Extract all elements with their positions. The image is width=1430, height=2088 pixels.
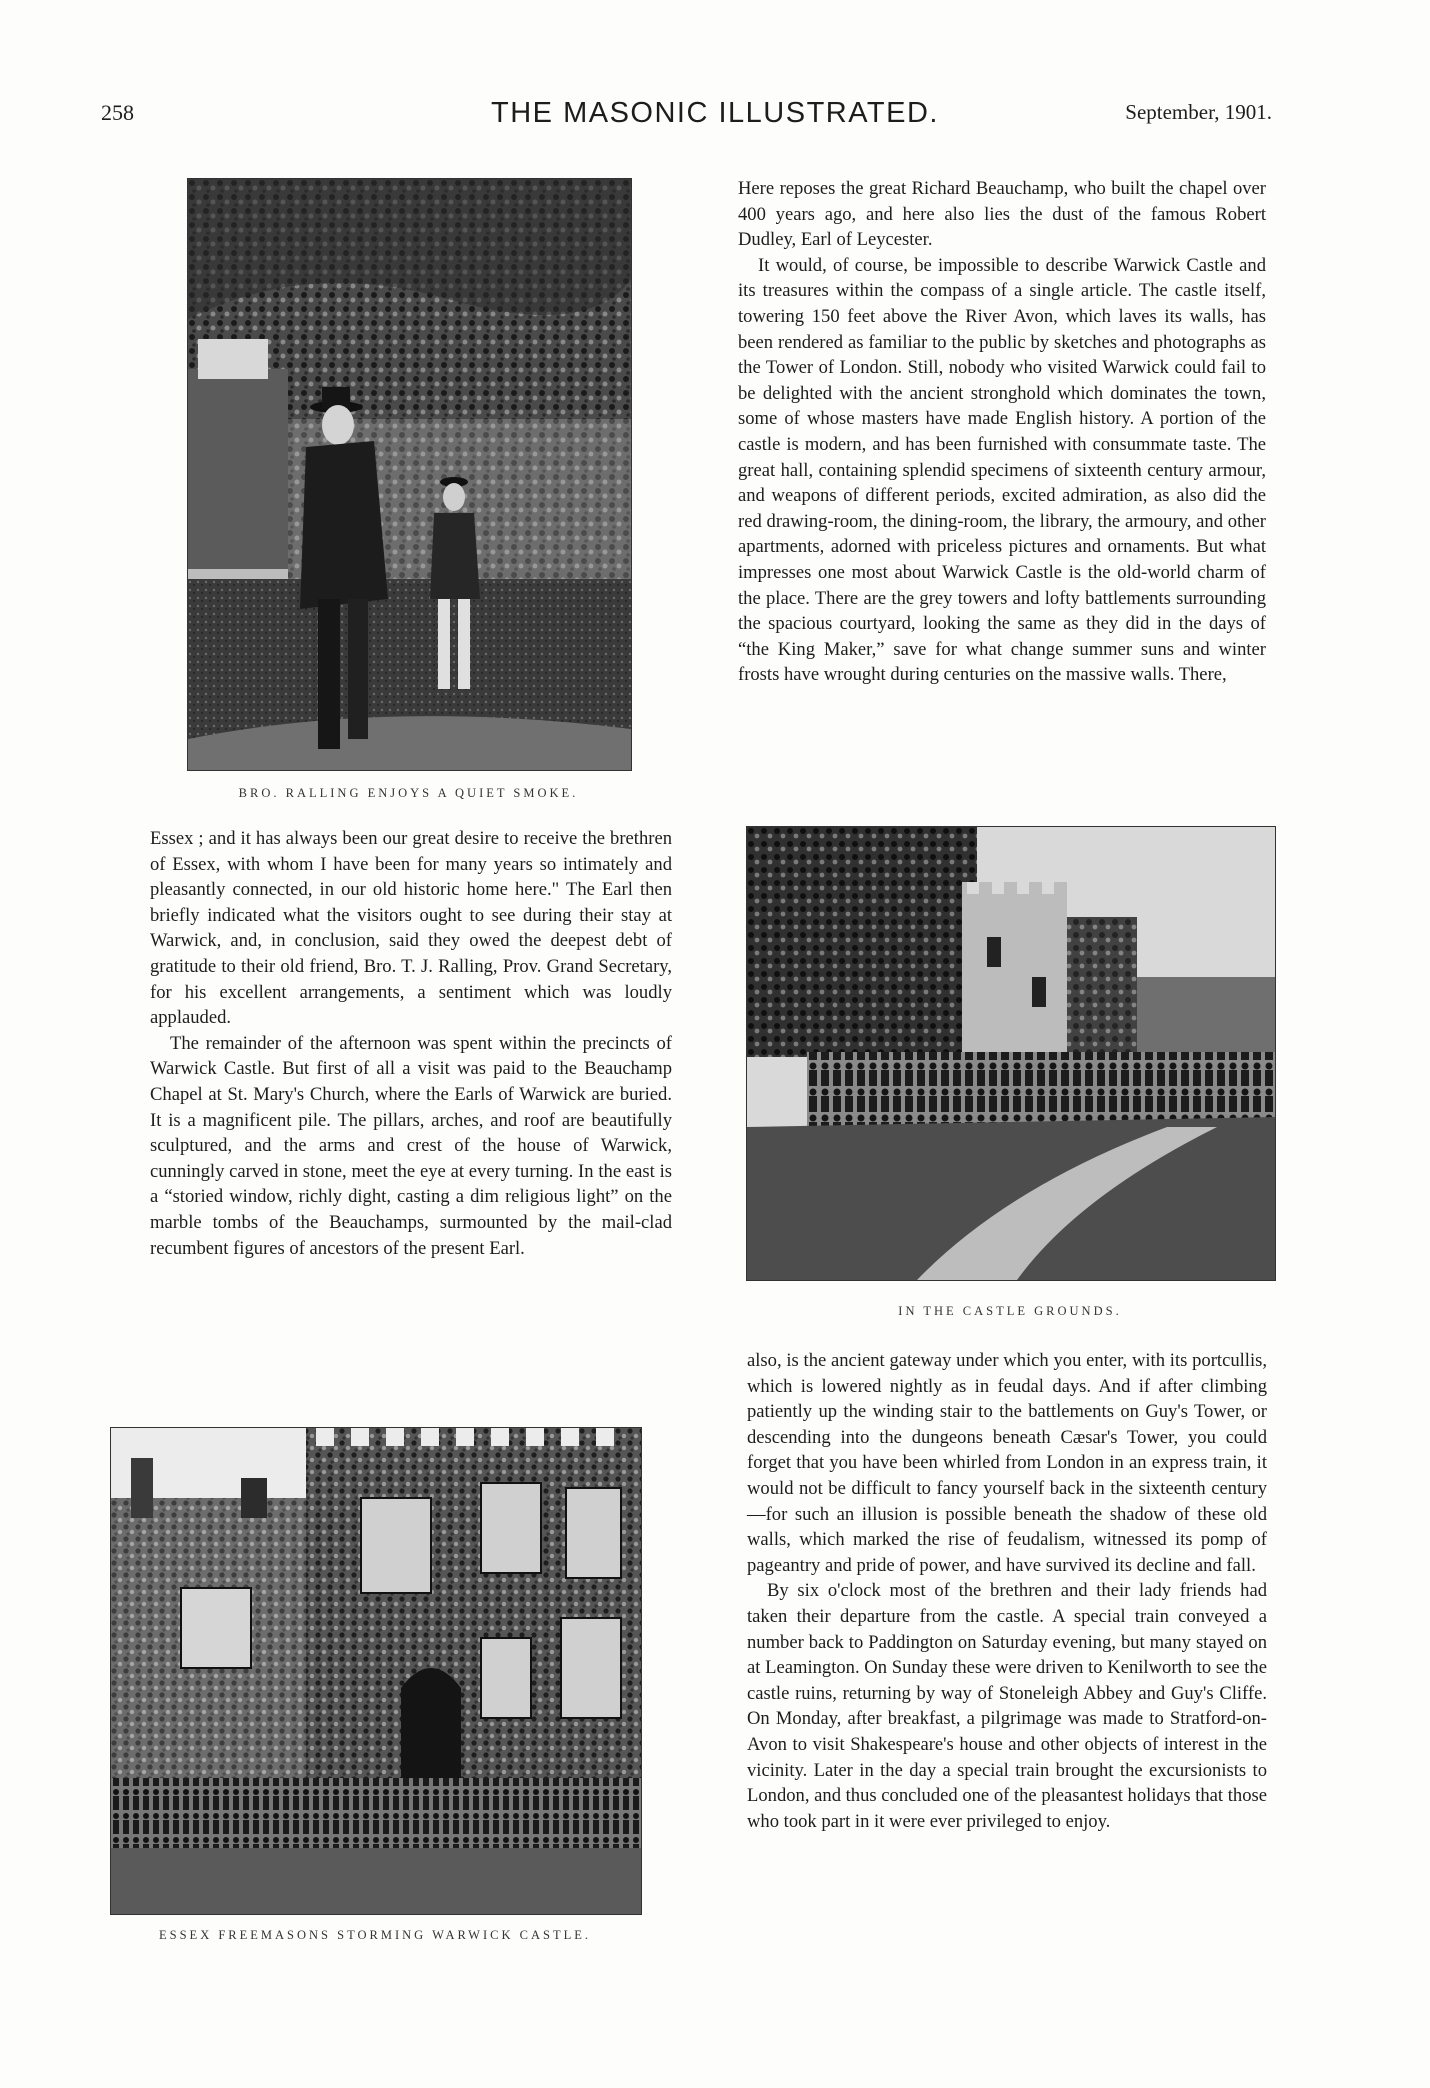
paragraph: also, is the ancient gateway under which you enter, with its portcullis, which is lowered nightly as in feudal days. And if after climbing patiently up the winding stair to the battlements on Guy's Tower, or descending into the dungeons beneath Cæsar's Tower, you could forget that you have been whirled from London in an express train, it would not be difficult to fancy yourself back in the sixteenth century—for such an illusion is possible beneath the shadow of these old walls, which marked the rise of feudalism, witnessed its pomp of pageantry and pride of power, and have survived its decline and fall.: [747, 1350, 1267, 1576]
issue-date: September, 1901.: [1125, 100, 1272, 124]
paragraph: Essex ; and it has always been our great desire to receive the brethren of Essex, with whom I have been for many years so intimately and pleasantly connected, in our old historic home here." The Earl then briefly indicated what the visitors ought to see during their stay at Warwick, and, in conclusion, said they owed the deepest debt of gratitude to their old friend, Bro. T. J. Ralling, Prov. Grand Secretary, for his excellent arrangements, a sentiment which was loudly applauded.: [150, 828, 672, 1029]
right-column-bottom-text: [747, 1348, 1267, 1834]
paragraph: The remainder of the afternoon was spent within the precincts of Warwick Castle. But first of all a visit was paid to the Beauchamp Chapel at St. Mary's Church, where the Earls of Warwick are buried. It is a magnificent pile. The pillars, arches, and roof are beautifully sculptured, and the arms and crest of the house of Warwick, cunningly carved in stone, meet the eye at every turning. In the east is a “storied window, richly dight, casting a dim religious light” on the marble tombs of the Beauchamps, surmounted by the mail-clad recumbent figures of ancestors of the present Earl.: [150, 1032, 672, 1259]
photo-ralling-smoking: [187, 178, 632, 771]
caption-castle-grounds: IN THE CASTLE GROUNDS.: [898, 1304, 1122, 1318]
paragraph: Here reposes the great Richard Beauchamp, who built the chapel over 400 years ago, and here also lies the dust of the famous Robert Dudley, Earl of Leycester.: [738, 178, 1266, 251]
page-header: [0, 0, 1430, 150]
caption-storming-castle: ESSEX FREEMASONS STORMING WARWICK CASTLE.: [159, 1928, 591, 1942]
publication-title: THE MASONIC ILLUSTRATED.: [491, 97, 939, 129]
caption-ralling-smoking: BRO. RALLING ENJOYS A QUIET SMOKE.: [238, 786, 579, 800]
left-column-text: [150, 826, 672, 1261]
paragraph: By six o'clock most of the brethren and their lady friends had taken their departure from the castle. A special train conveyed a number back to Paddington on Saturday evening, but many stayed on at Leamington. On Sunday these were driven to Kenilworth to see the castle ruins, returning by way of Stoneleigh Abbey and Guy's Cliffe. On Monday, after breakfast, a pilgrimage was made to Stratford-on-Avon to visit Shakespeare's house and other objects of interest in the vicinity. Later in the day a special train brought the excursionists to London, and thus concluded one of the pleasantest holidays that those who took part in it were ever privileged to enjoy.: [747, 1580, 1267, 1832]
photo-storming-castle: [110, 1427, 642, 1915]
paragraph: It would, of course, be impossible to describe Warwick Castle and its treasures within the compass of a single article. The castle itself, towering 150 feet above the River Avon, which laves its walls, has been rendered as familiar to the public by sketches and photographs as the Tower of London. Still, nobody who visited Warwick could fail to be delighted with the ancient stronghold which dominates the town, some of whose masters have made English history. A portion of the castle is modern, and has been furnished with consummate taste. The great hall, containing splendid specimens of sixteenth century armour, and weapons of different periods, excited admiration, as also did the red drawing-room, the dining-room, the library, the armoury, and other apartments, adorned with priceless pictures and ornaments. But what impresses one most about Warwick Castle is the old-world charm of the place. There are the grey towers and lofty battlements surrounding the spacious courtyard, looking the same as they did in the days of “the King Maker,” save for what change summer suns and winter frosts have wrought during centuries on the massive walls. There,: [738, 254, 1266, 686]
right-column-top-text: [738, 176, 1266, 688]
photo-castle-grounds: [746, 826, 1276, 1281]
page-number: 258: [101, 100, 134, 125]
